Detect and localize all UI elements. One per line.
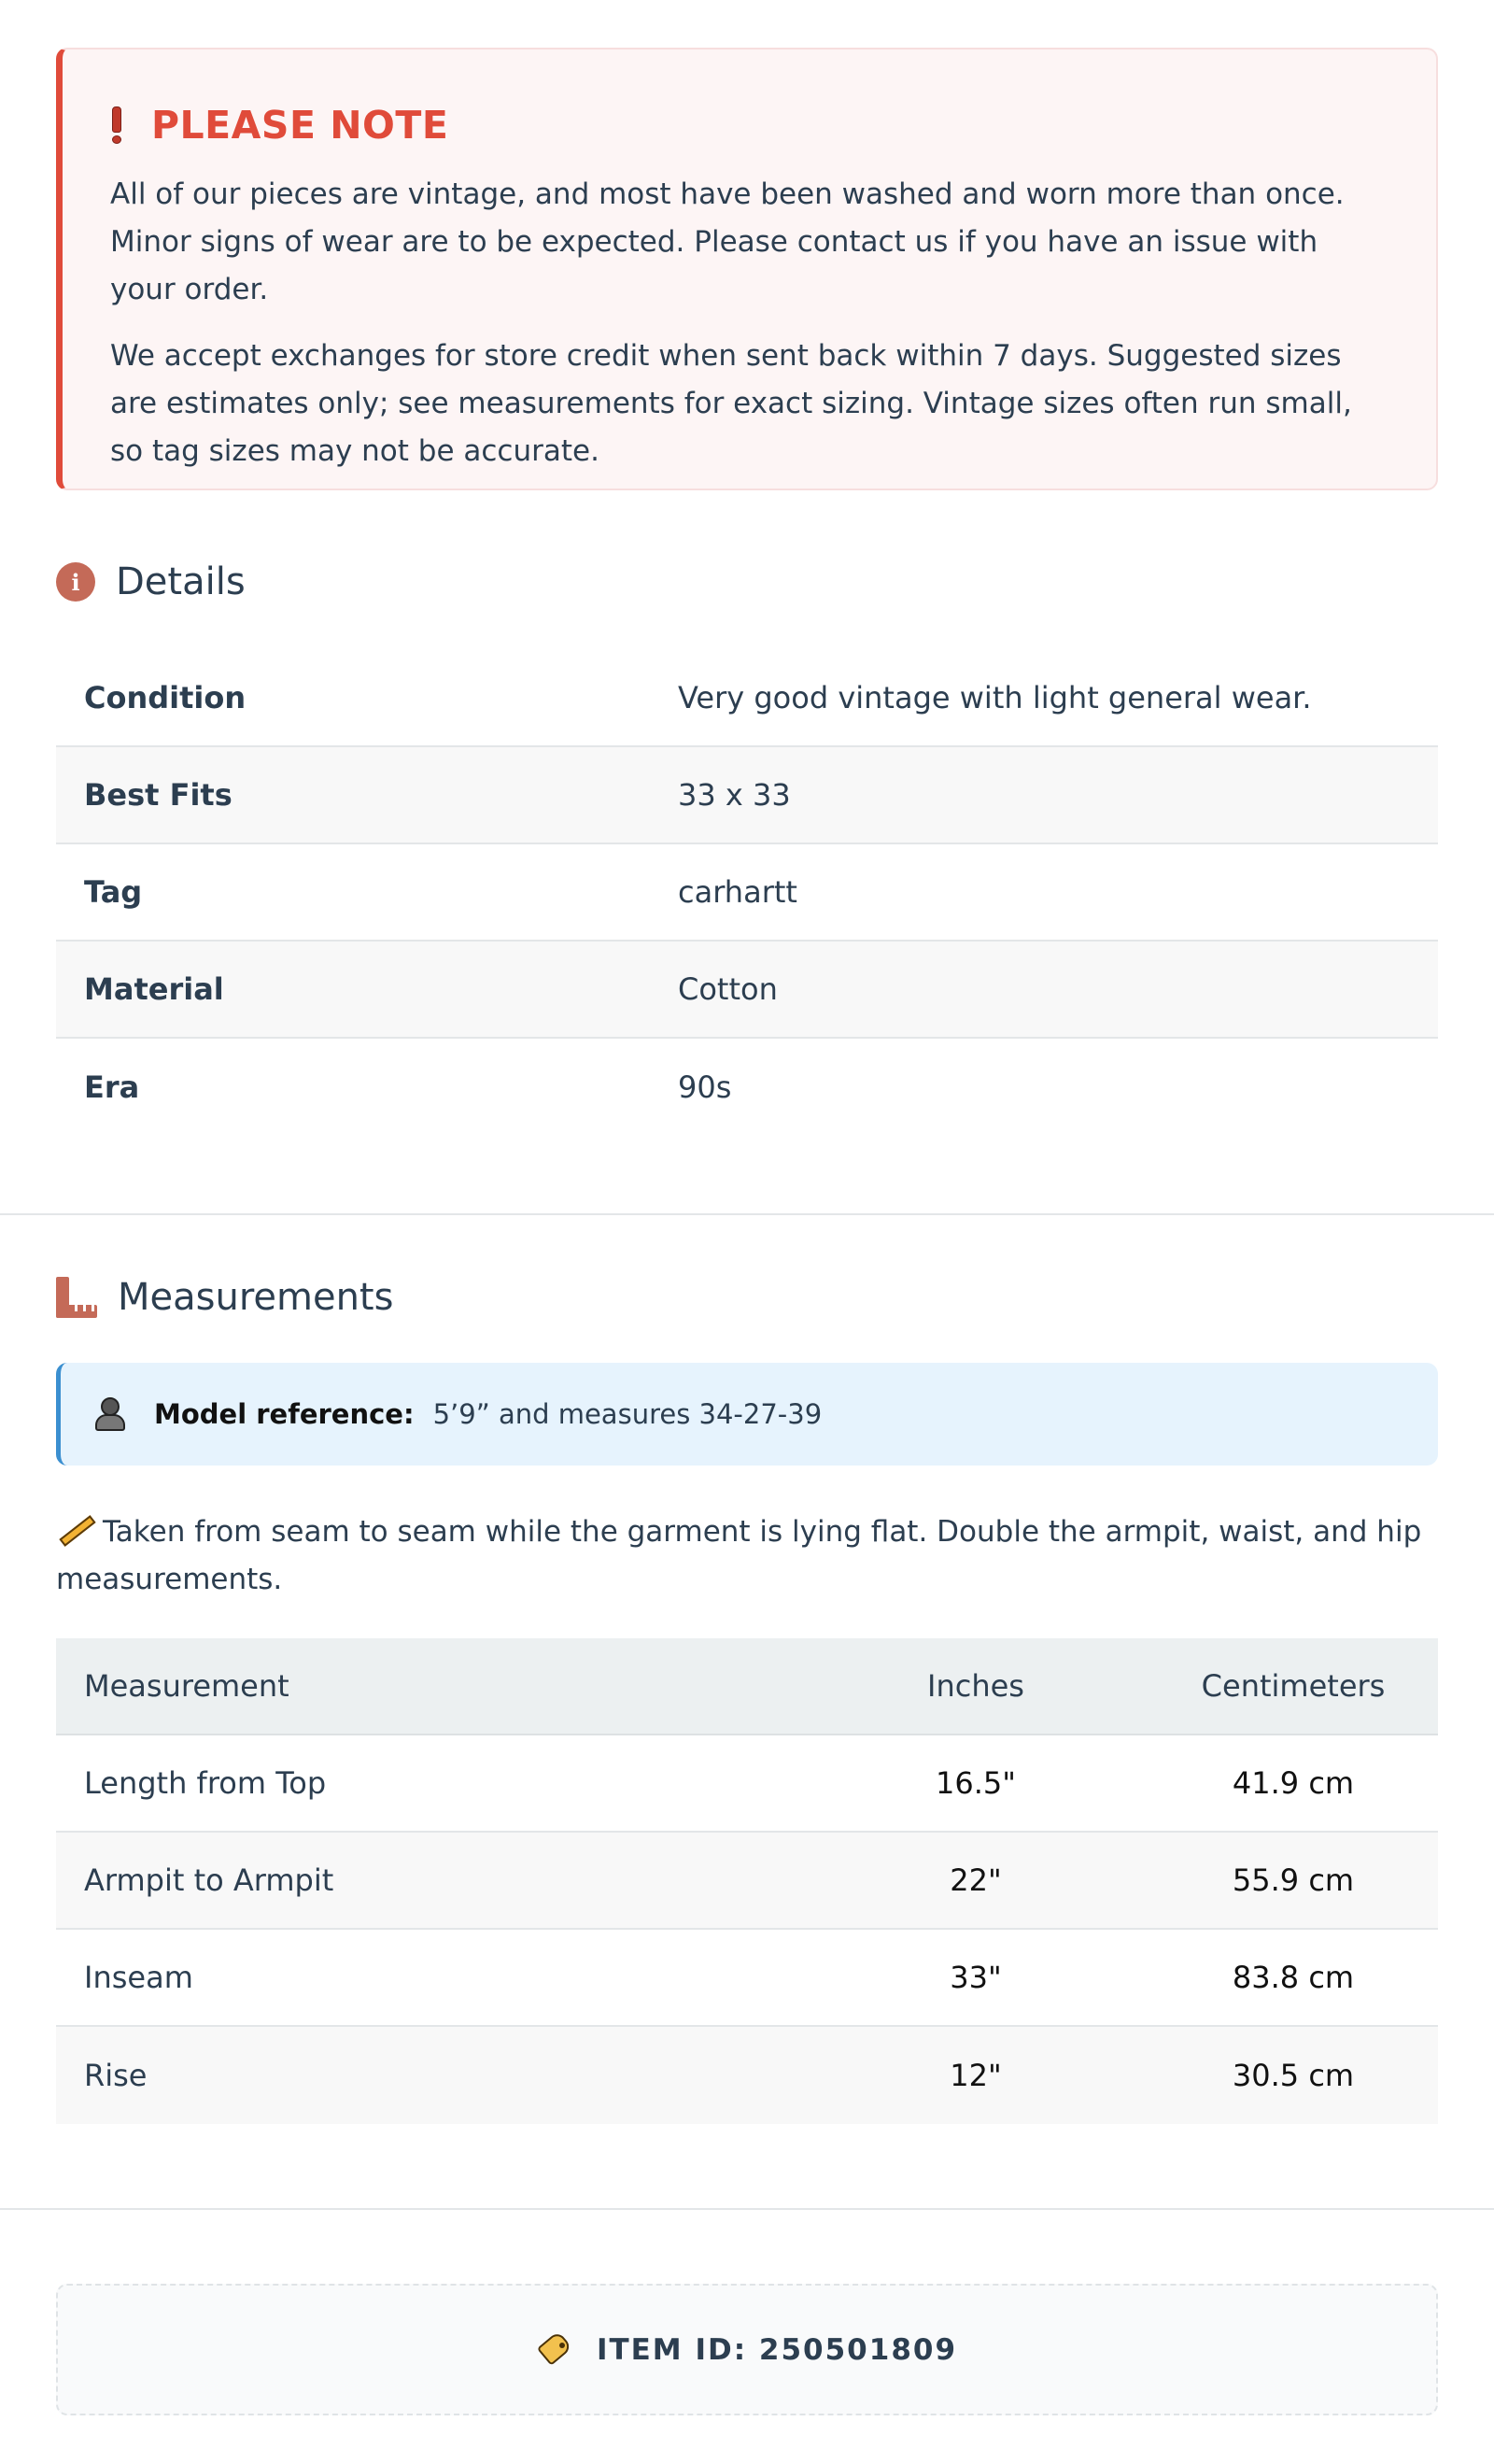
details-row [56,747,1438,844]
table-row [56,1833,1438,1930]
measurement-name: Length from Top [84,1765,327,1801]
measurement-cm: 30.5 cm [1232,2058,1355,2093]
notice-paragraph-2: We accept exchanges for store credit when sent back within 7 days. Suggested sizes are estimates only; see measurements for exact sizing. Vintage sizes often run small, so tag sizes may not be accurate. [110,339,1352,468]
notice-paragraph-1: All of our pieces are vintage, and most have been washed and worn more than once. Minor signs of wear are to be expected. Please contact us if you have an issue with your order. [110,177,1345,306]
pencil-icon [56,1515,93,1543]
measurement-cm: 41.9 cm [1232,1765,1355,1801]
notice-header [110,102,1389,149]
column-header-measurement: Measurement [84,1668,289,1704]
column-header-inches: Inches [927,1668,1024,1704]
details-label: Era [84,1069,140,1105]
table-row [56,1735,1438,1833]
measurements-table [56,1638,1438,2124]
measurements-table-header [56,1638,1438,1735]
details-value: Very good vintage with light general wear. [678,680,1312,715]
measurement-inches: 22" [950,1862,1002,1898]
details-label: Tag [84,874,143,910]
exclamation-icon [110,106,123,144]
details-row [56,844,1438,942]
details-value: carhartt [678,874,797,910]
details-table [56,650,1438,1136]
measurement-note [56,1508,1438,1604]
measurement-inches: 16.5" [936,1765,1016,1801]
item-id: ITEM ID: 250501809 [596,2332,958,2367]
details-value: Cotton [678,971,778,1007]
section-divider [0,1213,1494,1215]
info-icon: i [56,562,95,602]
measurement-name: Inseam [84,1960,193,1995]
details-value: 90s [678,1069,732,1105]
model-reference-label: Model reference: [154,1398,415,1430]
details-row [56,942,1438,1039]
details-row [56,650,1438,747]
measurement-inches: 33" [950,1960,1002,1995]
measurement-note-text: Taken from seam to seam while the garment is lying flat. Double the armpit, waist, and hip measurements. [56,1515,1422,1596]
measurement-name: Rise [84,2058,148,2093]
model-reference [56,1363,1438,1466]
section-divider [0,2208,1494,2210]
details-header [56,559,246,605]
ruler-icon [56,1277,97,1318]
measurement-cm: 55.9 cm [1232,1862,1355,1898]
details-title: Details [116,560,246,603]
details-value: 33 x 33 [678,777,791,813]
measurement-cm: 83.8 cm [1232,1960,1355,1995]
measurement-name: Armpit to Armpit [84,1862,334,1898]
person-icon [94,1397,126,1431]
tag-icon [537,2333,574,2367]
details-label: Condition [84,680,247,715]
model-reference-value: 5’9” and measures 34-27-39 [432,1398,823,1430]
column-header-centimeters: Centimeters [1201,1668,1386,1704]
details-label: Best Fits [84,777,233,813]
notice-box [56,48,1438,490]
item-id-box [56,2284,1438,2415]
measurements-header [56,1274,393,1321]
table-row [56,1930,1438,2027]
measurement-inches: 12" [950,2058,1002,2093]
notice-title: PLEASE NOTE [151,103,449,148]
table-row [56,2027,1438,2124]
details-row [56,1039,1438,1136]
measurements-title: Measurements [118,1276,394,1319]
details-label: Material [84,971,224,1007]
